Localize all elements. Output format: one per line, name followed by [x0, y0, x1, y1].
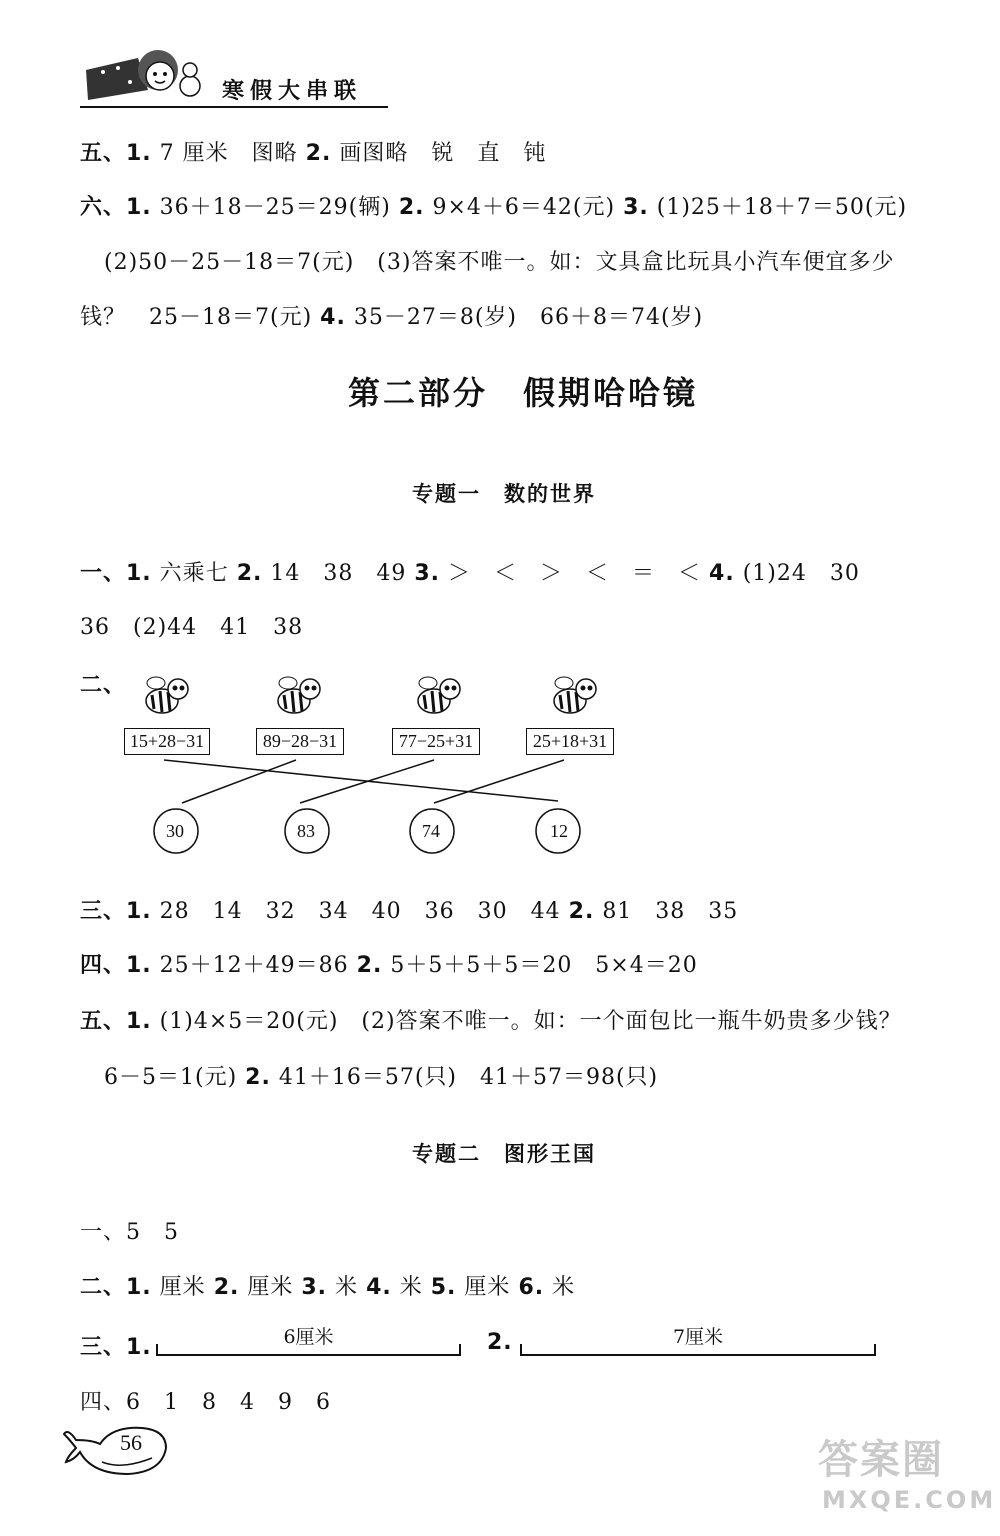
- flower-answer-3: 74: [422, 821, 440, 841]
- t1-q5-line-b: 6－5＝1(元) 2. 41＋16＝57(只) 41＋57＝98(只): [104, 1065, 659, 1090]
- expr-box-2: 89−28−31: [256, 728, 344, 755]
- t2-q3-label-2: 2.: [487, 1330, 513, 1355]
- bee-icon: [418, 677, 460, 713]
- t1-q5-line-a: 五、1. (1)4×5＝20(元) (2)答案不唯一。如：一个面包比一瓶牛奶贵多少钱？: [80, 1009, 902, 1034]
- t2-q1: 一、5 5: [80, 1220, 179, 1245]
- header-title: 寒假大串联: [222, 79, 363, 104]
- expr-box-3: 77−25+31: [392, 728, 480, 755]
- t2-q2: 二、1. 厘米 2. 厘米 3. 米 4. 米 5. 厘米 6. 米: [80, 1275, 576, 1300]
- match-line: [300, 760, 434, 803]
- bee-icon: [554, 677, 596, 713]
- measure-line-7cm: [520, 1326, 876, 1356]
- part2-title: 第二部分 假期哈哈镜: [348, 374, 699, 412]
- watermark-url: MXQE.COM: [822, 1486, 997, 1514]
- match-line: [182, 760, 296, 803]
- expr-box-1: 15+28−31: [124, 728, 210, 755]
- watermark-text: 答案圈: [818, 1437, 944, 1483]
- t1-q3: 三、1. 28 14 32 34 40 36 30 44 2. 81 38 35: [80, 899, 739, 924]
- topic1-title: 专题一 数的世界: [412, 482, 596, 506]
- measure-line-6cm: [156, 1326, 461, 1356]
- flower-shape: [154, 809, 580, 853]
- expr-box-4: 25+18+31: [526, 728, 614, 755]
- answer-line-6b: (2)50－25－18＝7(元) (3)答案不唯一。如：文具盒比玩具小汽车便宜多少: [104, 250, 895, 275]
- whale-icon: [62, 1418, 172, 1482]
- t1-q1-line-b: 36 (2)44 41 38: [80, 615, 304, 640]
- t2-q4: 四、6 1 8 4 9 6: [80, 1390, 331, 1415]
- header-illustration: [78, 40, 218, 108]
- flower-answer-4: 12: [550, 821, 568, 841]
- answer-line-6a: 六、1. 36＋18－25＝29(辆) 2. 9×4＋6＝42(元) 3. (1)25＋18＋7＝50(元): [80, 195, 908, 220]
- t1-q4: 四、1. 25＋12＋49＝86 2. 5＋5＋5＋5＝20 5×4＝20: [80, 953, 698, 978]
- flower-answer-2: 83: [297, 821, 315, 841]
- match-line: [434, 760, 564, 803]
- match-line: [164, 760, 558, 801]
- t1-q2-label: 二、: [80, 673, 127, 698]
- bee-icon: [278, 677, 320, 713]
- flower-answer-1: 30: [166, 821, 184, 841]
- topic2-title: 专题二 图形王国: [412, 1142, 596, 1166]
- measure-label: 7厘米: [672, 1326, 724, 1348]
- t1-q1-line-a: 一、1. 六乘七 2. 14 38 49 3. ＞ ＜ ＞ ＜ ＝ ＜ 4. (1)24 30: [80, 561, 860, 586]
- answer-line-6c: 钱？ 25－18＝7(元) 4. 35－27＝8(岁) 66＋8＝74(岁): [80, 305, 704, 330]
- header-rule: [80, 106, 388, 108]
- answer-line-5: 五、1. 7 厘米 图略 2. 画图略 锐 直 钝: [80, 141, 547, 166]
- page-number: 56: [120, 1430, 142, 1455]
- bee-icon: [146, 677, 188, 713]
- t2-q3-label-1: 三、1.: [80, 1335, 152, 1360]
- measure-label: 6厘米: [283, 1326, 334, 1348]
